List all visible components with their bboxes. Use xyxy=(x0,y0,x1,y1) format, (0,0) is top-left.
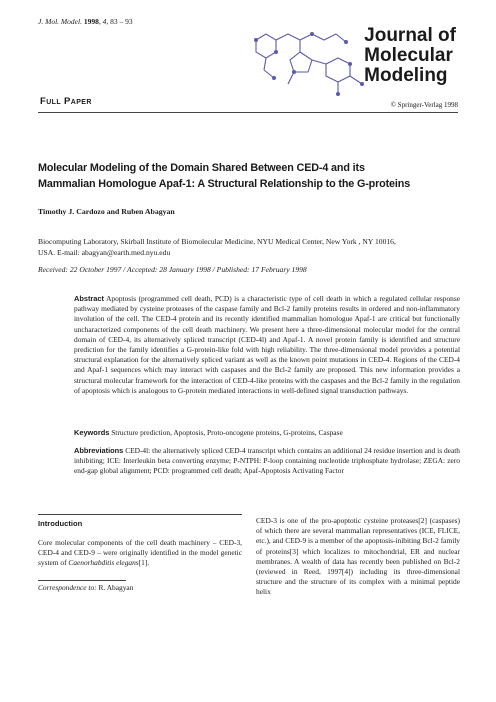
journal-logo xyxy=(250,22,462,102)
logo-line-2: Molecular xyxy=(364,45,453,66)
correspondence-label: Correspondence to: xyxy=(38,583,97,592)
footnote-divider xyxy=(38,580,126,581)
logo-wordmark xyxy=(364,26,456,86)
affiliation xyxy=(38,236,462,258)
authors: Timothy J. Cardozo and Ruben Abagyan xyxy=(38,207,175,216)
introduction-heading: Introduction xyxy=(38,519,83,528)
title-line-1: Molecular Modeling of the Domain Shared Between CED-4 and its xyxy=(38,162,365,174)
intro-divider xyxy=(38,514,242,515)
intro-column-2: CED-3 is one of the pro-apoptotic cysteine proteases[2] (caspases) of which there are several mammalian representatives (ICE, FLICE, etc.), and CED-9 is a member of the apoptosis-inibiting Bcl-2 family of proteins[3] which localizes to mitochondrial, ER and nuclear membranes. A wealth of data has recently been published on Bcl-2 (reviewed in Reed, 1997[4]) including its three-dimensional structure and the structure of its complex with a minimal peptide helix xyxy=(256,516,460,597)
correspondence xyxy=(38,583,133,592)
affiliation-line-1: Biocomputing Laboratory, Skirball Institute of Biomolecular Medicine, NYU Medical Center, New York , NY 10016, xyxy=(38,237,396,246)
header-divider xyxy=(38,112,458,113)
intro-column-1 xyxy=(38,538,242,569)
keywords xyxy=(74,428,460,438)
journal-year: 1998 xyxy=(83,17,99,26)
intro-col1-text-a: Core molecular components of the cell death machinery – CED-3, CED-4 and CED-9 – were originally identified in the model genetic system of xyxy=(38,538,242,568)
dates: Received: 22 October 1997 / Accepted: 28 January 1998 / Published: 17 February 1998 xyxy=(38,265,307,274)
logo-line-1: Journal of xyxy=(364,25,456,46)
keywords-label: Keywords xyxy=(74,428,110,437)
copyright: © Springer-Verlag 1998 xyxy=(390,101,458,109)
abbreviations-text: CED-4l: the alternatively spliced CED-4 transcript which contains an additional 24 residue insertion and is death inhibiting; ICE: Interleukin beta converting enzyme; P-NTPH: P-loop containing nucleotide triphosphate hydrolase; ZEGA: zero end-gap global alignment; PCD: programmed cell death; Apaf-Apoptosis Activating Factor xyxy=(74,446,460,476)
keywords-text: Structure prediction, Apoptosis, Proto-oncogene proteins, G-proteins, Caspase xyxy=(111,428,343,437)
title-line-2: Mammalian Homologue Apaf-1: A Structural Relationship to the G-proteins xyxy=(38,178,411,190)
intro-species: Caenorhabditis elegans xyxy=(68,558,139,568)
abstract-label: Abstract xyxy=(74,294,104,303)
abstract xyxy=(74,294,460,396)
journal-pages: , 83 – 93 xyxy=(106,17,133,26)
journal-abbrev: J. Mol. Model. xyxy=(38,17,82,26)
abbreviations-label: Abbreviations xyxy=(74,446,124,455)
article-title xyxy=(38,160,458,192)
affiliation-line-2: USA. E-mail: abagyan@earth.med.nyu.edu xyxy=(38,248,171,257)
journal-citation: J. Mol. Model. 1998, 4, 83 – 93 xyxy=(38,17,133,26)
section-label: Full Paper xyxy=(40,96,92,107)
correspondence-name: R. Abagyan xyxy=(96,583,134,592)
journal-volume: 4 xyxy=(102,17,107,26)
abbreviations xyxy=(74,446,460,477)
logo-line-3: Modeling xyxy=(364,65,448,86)
intro-col1-text-b: [1]. xyxy=(138,558,150,568)
abstract-text: Apoptosis (programmed cell death, PCD) is a characteristic type of cell death in which a regulated cellular response pathway mediated by cysteine proteases of the caspase family and Bcl-2 family proteins results in ordered and non-inflammatory involution of the cell. The CED-4 protein and its recently identified mammalian homologue Apaf-1 are critical but functionally uncharacterized components of the cell death machinery. We present here a three-dimensional molecular model for the central domain of CED-4, its alternatively spliced transcript (CED-4l) and Apaf-1. A novel protein family is identified and structure prediction for the family identifies a G-protein-like fold with high reliability. The three-dimensional model provides a potential structural explanation for the alternatively spliced variant as well as the known point mutations in CED-4. Regions of the CED-4 and Apaf-1 sequences which may interact with caspases and the Bcl-2 family are proposed. This new information provides a structural molecular framework for the interaction of CED-4-like proteins with the caspases and the Bcl-2 family in the regulation of apoptosis which is analogous to G-protein mediated interactions in well-defined signal transduction pathways. xyxy=(74,294,460,395)
